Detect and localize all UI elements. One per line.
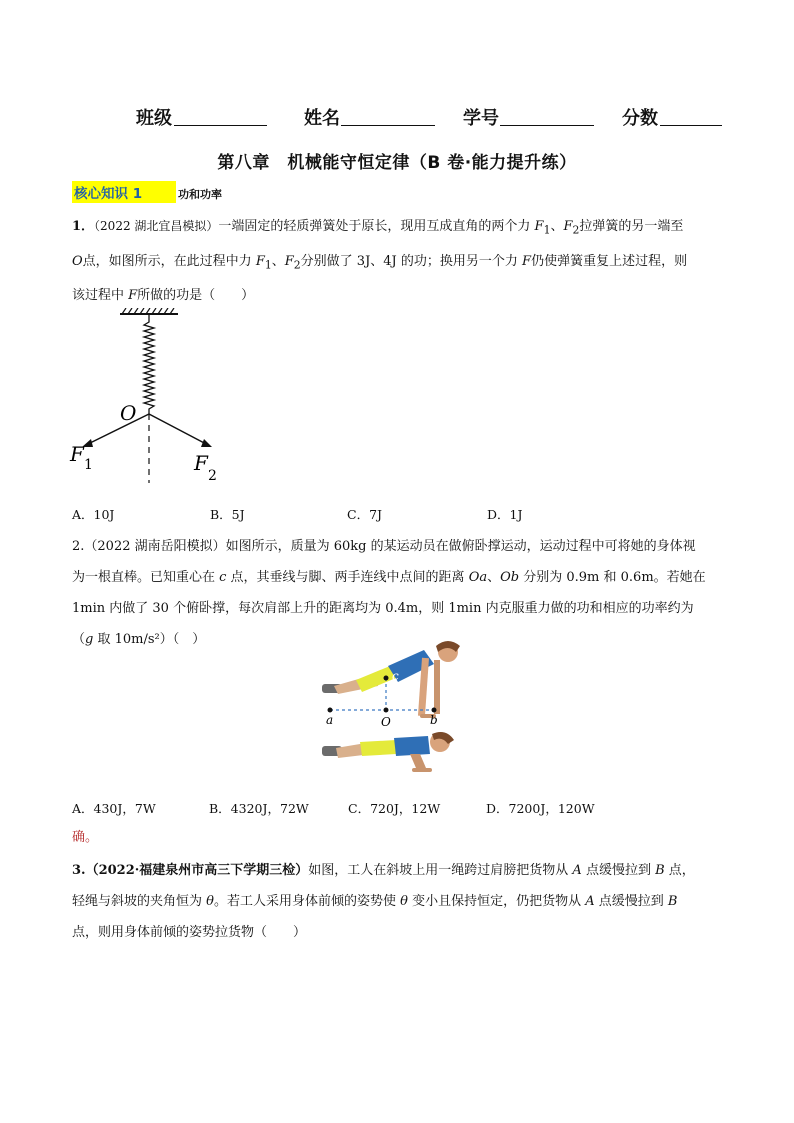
name-blank: [341, 125, 435, 126]
q2-line-3: 1min 内做了 30 个俯卧撑，每次肩部上升的距离均为 0.4m，则 1min 内克服重力做的功和相应的功率约为: [72, 601, 694, 616]
class-blank: [174, 125, 267, 126]
q1-line-3: 该过程中 F所做的功是（ ）: [72, 288, 255, 304]
pushup-figure-down: [322, 732, 454, 772]
stray-text: 确。: [72, 830, 99, 845]
q2-option-b[interactable]: B．4320J，72W: [209, 801, 309, 816]
question-3: [72, 855, 732, 948]
point-O: [384, 708, 389, 713]
q1-line-2: O点，如图所示，在此过程中力 $F_1$、$F_2$分别做了 3J、4J 的功；换用另一个力 F仍使弹簧重复上述过程，则: [72, 253, 688, 272]
F1-label: F: [70, 442, 84, 466]
spring-coil: [144, 314, 154, 414]
section-tag: 核心知识 1: [72, 181, 176, 203]
svg-text:O: O: [381, 715, 391, 729]
id-blank: [500, 125, 594, 126]
section-subtitle: 功和功率: [178, 188, 222, 201]
pushup-diagram: [316, 636, 476, 786]
name-label: 姓名: [304, 108, 340, 129]
q2-line-1: 2.（2022 湖南岳阳模拟）如图所示，质量为 60kg 的某运动员在做俯卧撑运动，运动过程中可将她的身体视: [72, 539, 696, 554]
point-O-label: O: [120, 401, 137, 425]
point-a: [328, 708, 333, 713]
svg-text:c: c: [392, 669, 399, 683]
q1-option-b[interactable]: B．5J: [210, 507, 245, 522]
score-label: 分数: [622, 108, 658, 129]
svg-text:b: b: [430, 713, 438, 727]
section-heading: [72, 181, 222, 201]
F2-label: F: [194, 451, 208, 475]
score-blank: [660, 125, 722, 126]
q2-option-c[interactable]: C．720J，12W: [348, 801, 441, 816]
class-label: 班级: [136, 108, 172, 129]
question-1: [72, 211, 732, 311]
id-label: 学号: [463, 108, 499, 129]
force-F1-arrow: [86, 414, 149, 445]
pushup-figure-up: [322, 641, 460, 718]
q3-line-1: 3.（2022·福建泉州市高三下学期三检）如图，工人在斜坡上用一绳跨过肩膀把货物从 A 点缓慢拉到 B 点，: [72, 863, 695, 878]
q1-option-a[interactable]: A．10J: [72, 507, 115, 522]
q2-option-a[interactable]: A．430J，7W: [72, 801, 156, 816]
q1-option-d[interactable]: D．1J: [487, 507, 523, 522]
chapter-title: 第八章 机械能守恒定律（B 卷·能力提升练）: [217, 153, 577, 173]
student-info-row: [0, 104, 794, 130]
svg-text:a: a: [326, 713, 334, 727]
q1-option-c[interactable]: C．7J: [347, 507, 383, 522]
q1-line-1: 1．（2022 湖北宜昌模拟）一端固定的轻质弹簧处于原长，现用互成直角的两个力 $F_1$、$F_2$拉弹簧的另一端至: [72, 219, 684, 237]
q2-option-d[interactable]: D．7200J，120W: [486, 801, 595, 816]
q2-line-2: 为一根直棒。已知重心在 c 点，其垂线与脚、两手连线中点间的距离 Oa、Ob 分别为 0.9m 和 0.6m。若她在: [72, 570, 706, 585]
q3-line-2: 轻绳与斜坡的夹角恒为 θ。若工人采用身体前倾的姿势使 θ 变小且保持恒定，仍把货物从 A 点缓慢拉到 B: [72, 894, 678, 909]
svg-text:2: 2: [208, 468, 217, 484]
force-F2-arrow: [149, 414, 208, 445]
q3-line-3: 点，则用身体前倾的姿势拉货物（ ）: [72, 925, 307, 940]
spring-force-diagram: [62, 308, 242, 488]
point-c: [384, 676, 389, 681]
point-b: [432, 708, 437, 713]
q2-line-4: （g 取 10m/s²）（ ）: [72, 632, 206, 647]
svg-text:1: 1: [84, 457, 93, 473]
